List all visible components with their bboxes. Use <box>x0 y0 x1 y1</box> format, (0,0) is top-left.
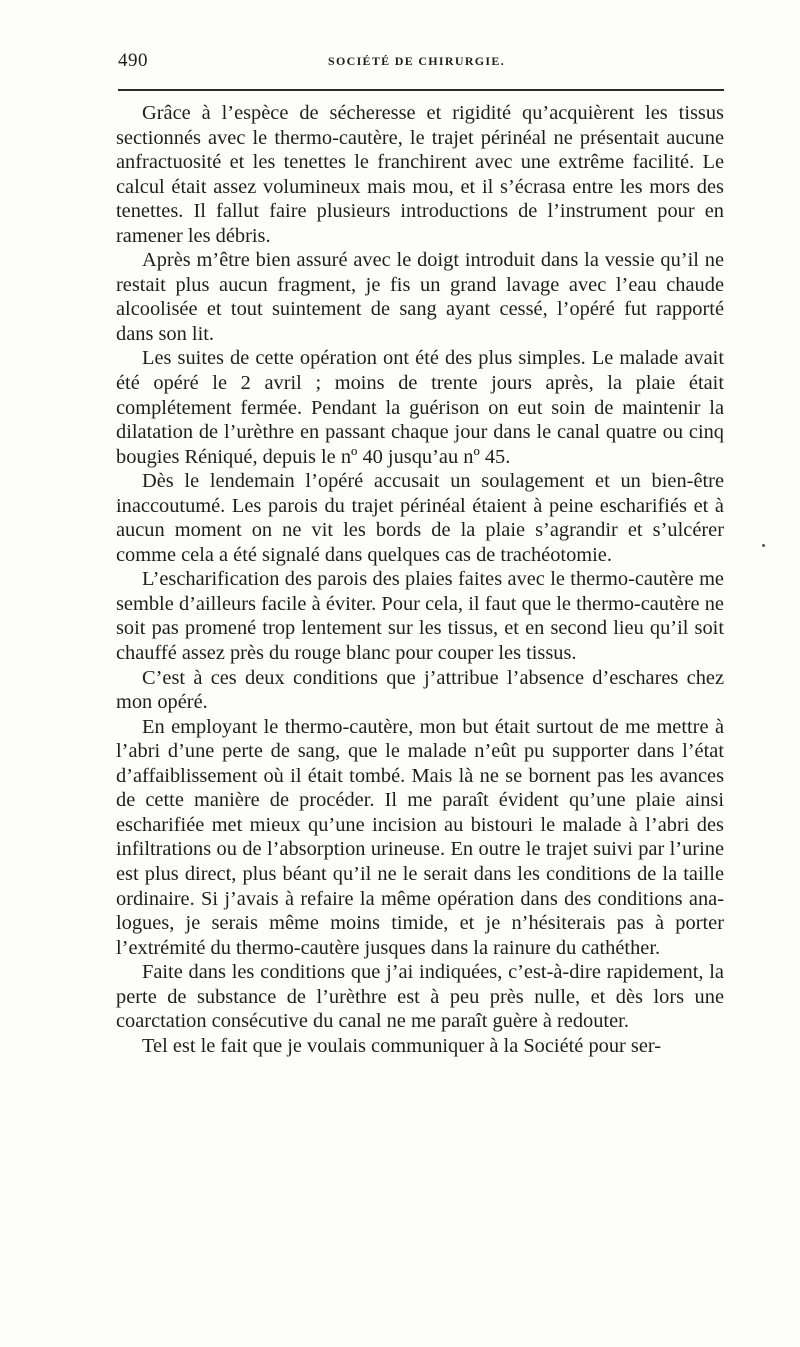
paragraph: Après m’être bien assuré avec le doigt introduit dans la vessie qu’il ne restait plus aucun fragment, je fis un grand lavage avec l’eau chaude alcoolisée et tout suintement de sang ayant cessé, l’opéré fut rapporté dans son lit. <box>116 249 724 345</box>
margin-speck <box>762 544 765 547</box>
paragraph: L’escharification des parois des plaies faites avec le thermo-cautère me semble d’ailleurs facile à éviter. Pour cela, il faut que le thermo-cautère ne soit pas promené trop lentement sur les tissus, et en second lieu qu’il soit chauffé assez près du rouge blanc pour couper les tissus. <box>116 568 724 665</box>
paragraph: Les suites de cette opération ont été des plus simples. Le malade avait été opéré le 2 avril ; moins de trente jours après, la plaie était complétement fermée. Pendant la guérison on eut soin de maintenir la dilatation de l’urèthre en passant chaque jour dans le canal quatre ou cinq bougies Réniqué, depuis le nº 40 jusqu’au nº 45. <box>116 347 724 468</box>
paragraph: Dès le lendemain l’opéré accusait un soulagement et un bien-être inaccoutumé. Les parois du trajet périnéal étaient à peine escharifiés et à aucun moment on ne vit les bords de la plaie s’agrandir et s’ulcérer comme cela a été signalé dans quelques cas de trachéotomie. <box>116 470 724 566</box>
running-head: SOCIÉTÉ DE CHIRURGIE. <box>328 54 506 68</box>
paragraph: Faite dans les conditions que j’ai indiquées, c’est-à-dire rapidement, la perte de substance de l’urèthre est à peu près nulle, et dès lors une coarctation consécutive du canal ne me paraît guère à redouter. <box>116 961 724 1033</box>
paragraph: Grâce à l’espèce de sécheresse et rigidité qu’acquièrent les tissus sectionnés avec le thermo-cautère, le trajet périnéal ne présentait aucune anfractuosité et les tenettes le franchirent avec une extrême facilité. Le calcul était assez volumineux mais mou, et il s’écrasa entre les mors des tenettes. Il fallut faire plusieurs introductions de l’instrument pour en ramener les débris. <box>116 102 724 247</box>
paragraph: C’est à ces deux conditions que j’attribue l’absence d’eschares chez mon opéré. <box>116 666 724 714</box>
paragraph: Tel est le fait que je voulais communiquer à la Société pour ser- <box>142 1034 662 1057</box>
header-rule <box>118 89 724 91</box>
body-text <box>116 101 724 1058</box>
page-header <box>118 50 726 78</box>
paragraph: En employant le thermo-cautère, mon but était surtout de me mettre à l’abri d’une perte de sang, que le malade n’eût pu supporter dans l’état d’affaiblissement où il était tombé. Mais là ne se bornent pas les avances de cette manière de procéder. Il me paraît évident qu’une plaie ainsi escharifiée met mieux qu’une incision au bistouri le malade à l’abri des infiltrations ou de l’absorption urineuse. En outre le trajet suivi par l’urine est plus direct, plus béant qu’il ne le serait dans les conditions de la taille ordinaire. Si j’avais à refaire la même opération dans des conditions analogues, je serais même moins timide, et je n’hésiterais pas à porter l’extrémité du thermo-cautère jusques dans la rainure du cathéther. <box>116 715 724 959</box>
page-number: 490 <box>118 50 148 71</box>
